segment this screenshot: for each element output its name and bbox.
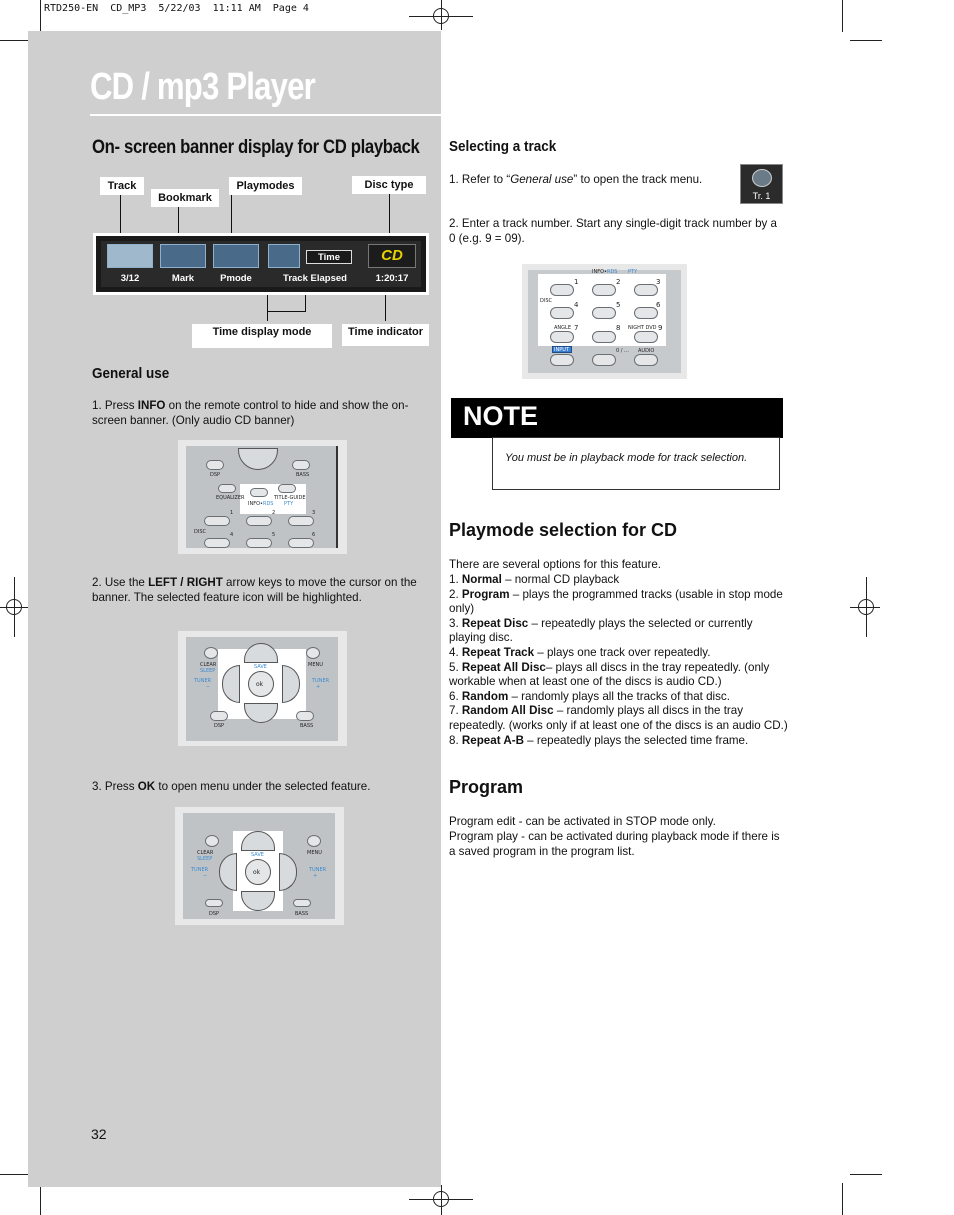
- note-heading-text: NOTE: [463, 401, 539, 431]
- playmode-item: [449, 646, 789, 661]
- crop-mark: [850, 1174, 882, 1175]
- banner-time-value: 1:20:17: [375, 273, 409, 284]
- note-heading: [451, 398, 783, 438]
- keypad-key-3: [634, 284, 658, 296]
- remote-label-tuner-right: TUNER: [309, 867, 327, 873]
- keypad-label-audio: AUDIO: [638, 348, 655, 354]
- remote-label-minus: −: [203, 873, 208, 879]
- item-key: Normal: [461, 573, 502, 586]
- item-text: – repeatedly plays the selected time frame.: [523, 733, 749, 747]
- info-text: INFO: [592, 269, 605, 275]
- crop-mark: [40, 0, 41, 32]
- remote-label-plus: +: [316, 684, 321, 690]
- item-num: 1.: [449, 573, 462, 586]
- keypad-label-angle: ANGLE: [554, 325, 571, 331]
- item-key: Random All Disc: [461, 704, 554, 718]
- remote-key-dsp: [206, 460, 224, 470]
- item-num: 6.: [449, 689, 462, 703]
- remote-label-sleep: SLEEP: [200, 668, 216, 674]
- playmode-item: [449, 690, 789, 705]
- step-text: 2. Use the: [92, 576, 149, 589]
- remote-label-save: SAVE: [254, 664, 267, 670]
- remote-label-title-guide: TITLE-GUIDE: [274, 495, 306, 501]
- remote-key-info: [250, 488, 268, 497]
- remote-label-plus: +: [313, 873, 318, 879]
- note-text: You must be in playback mode for track selection.: [505, 452, 748, 464]
- item-num: 5.: [449, 660, 462, 674]
- item-key: Program: [461, 587, 510, 601]
- step-text: arrow keys to move the cursor on the banner. The selected feature icon will be highlighted.: [92, 576, 417, 604]
- bookmark-icon: [160, 244, 206, 268]
- item-text: – plays all discs in the tray repeatedly. (only workable when at least one of the discs is audio CD.): [449, 660, 770, 689]
- item-text: – randomly plays all the tracks of that disc.: [508, 689, 730, 703]
- remote-label-ok: ok: [256, 681, 264, 688]
- step-text: 1. Refer to “: [449, 173, 511, 186]
- remote-label-clear: CLEAR: [197, 850, 214, 856]
- track-menu-icon: [740, 164, 783, 204]
- keypad-key-0: [592, 354, 616, 366]
- playmode-intro: There are several options for this feature.: [449, 558, 662, 571]
- remote-key-bass: [292, 460, 310, 470]
- keypad-label-8: 8: [616, 324, 621, 332]
- remote-label-bass: BASS: [295, 911, 309, 917]
- playmode-list: [449, 573, 789, 748]
- playmode-item: [449, 661, 789, 690]
- step-text: on the remote control to hide and show the on- screen banner. (Only audio CD banner): [92, 399, 409, 427]
- remote-key-5: [246, 538, 272, 548]
- banner-heading: On- screen banner display for CD playback: [92, 137, 420, 158]
- keypad-key-4: [550, 307, 574, 319]
- remote-key-4: [204, 538, 230, 548]
- playmode-item: [449, 573, 789, 588]
- keypad-label-2: 2: [616, 278, 621, 286]
- onscreen-banner: [93, 233, 429, 295]
- label-disc-type: Disc type: [352, 176, 426, 194]
- item-num: 8.: [449, 733, 462, 747]
- playmode-item: [449, 588, 789, 617]
- playmode-item: [449, 617, 789, 646]
- remote-label-5: 5: [272, 532, 276, 538]
- rds-text: RDS: [262, 501, 274, 507]
- keypad-label-input: INPUT: [554, 347, 569, 353]
- time-button-label: Time: [317, 252, 340, 263]
- keypad-key-7: [550, 331, 574, 343]
- page-title: CD / mp3 Player: [90, 66, 315, 108]
- page-number: 32: [91, 1126, 107, 1142]
- general-step-3: [92, 780, 430, 795]
- item-num: 2.: [449, 587, 462, 601]
- callout-line: [267, 295, 268, 321]
- keypad-label-4: 4: [574, 301, 579, 309]
- keypad-label-6: 6: [656, 301, 661, 309]
- label-track: Track: [100, 177, 144, 195]
- keypad-label-7: 7: [574, 324, 579, 332]
- callout-line: [267, 311, 306, 312]
- track-menu-icon-label: Tr. 1: [752, 191, 771, 201]
- item-num: 3.: [449, 616, 462, 630]
- remote-image-info: [178, 440, 347, 554]
- registration-mark: [850, 607, 880, 608]
- banner-pmode: Pmode: [220, 273, 252, 284]
- keypad-label-pty: PTY: [628, 269, 638, 275]
- step-key: OK: [137, 780, 156, 793]
- item-text: – repeatedly plays the selected or currently playing disc.: [449, 616, 753, 645]
- remote-label-4: 4: [230, 532, 234, 538]
- disc-icon: [752, 169, 772, 187]
- remote-image-ok: [175, 807, 344, 925]
- registration-mark: [14, 577, 15, 637]
- step-text: 1. Press: [92, 399, 138, 412]
- keypad-key-9: [634, 331, 658, 343]
- remote-label-ok: ok: [253, 869, 261, 876]
- playmode-item: [449, 734, 789, 749]
- remote-label-clear: CLEAR: [200, 662, 217, 668]
- callout-line: [385, 295, 386, 321]
- remote-label-sleep: SLEEP: [197, 856, 213, 862]
- program-line-2: Program play - can be activated during playback mode if there is a saved program in the program list.: [449, 830, 780, 858]
- remote-key-title-guide: [278, 484, 296, 493]
- item-text: – plays the programmed tracks (usable in stop mode only): [449, 587, 783, 616]
- remote-key-equalizer: [218, 484, 236, 493]
- item-key: Repeat Track: [461, 645, 535, 659]
- step-key: INFO: [137, 399, 166, 412]
- item-num: 7.: [449, 704, 462, 718]
- item-num: 4.: [449, 645, 462, 659]
- remote-label-6: 6: [312, 532, 316, 538]
- item-key: Repeat A-B: [461, 733, 524, 747]
- remote-label-tuner-right: TUNER: [312, 678, 330, 684]
- remote-label-dsp: DSP: [209, 911, 220, 917]
- item-text: – normal CD playback: [501, 573, 620, 586]
- callout-line: [305, 295, 306, 311]
- keypad-label-3: 3: [656, 278, 661, 286]
- left-panel: [28, 31, 441, 1187]
- label-playmodes: Playmodes: [229, 177, 302, 195]
- remote-key-bass: [293, 899, 311, 907]
- remote-label-equalizer: EQUALIZER: [216, 495, 245, 501]
- label-bookmark: Bookmark: [151, 189, 219, 207]
- keypad-key-1: [550, 284, 574, 296]
- remote-key-3: [288, 516, 314, 526]
- clock-icon: [268, 244, 300, 268]
- remote-key-clear: [205, 835, 219, 847]
- remote-label-minus: −: [206, 684, 211, 690]
- banner-track-elapsed: Track Elapsed: [283, 273, 347, 284]
- item-text: – plays one track over repeatedly.: [534, 645, 711, 659]
- keypad-label-1: 1: [574, 278, 579, 286]
- program-heading: Program: [449, 777, 524, 797]
- selecting-heading: Selecting a track: [449, 138, 557, 155]
- keypad-key-6: [634, 307, 658, 319]
- selecting-step-2: 2. Enter a track number. Start any single-digit track number by a 0 (e.g. 9 = 09).: [449, 217, 777, 245]
- general-step-1: [92, 399, 427, 428]
- remote-key-dsp: [205, 899, 223, 907]
- remote-label-menu: MENU: [307, 850, 322, 856]
- selecting-step-1: [449, 173, 724, 188]
- keypad-key-input-btn: [550, 354, 574, 366]
- registration-mark: [441, 0, 442, 30]
- rds-text: RDS: [606, 269, 618, 275]
- step-text: ” to open the track menu.: [573, 173, 703, 186]
- keypad-label-disc: DISC: [540, 298, 552, 304]
- remote-label-dsp: DSP: [214, 723, 225, 729]
- remote-key-dsp: [210, 711, 228, 721]
- banner-mark: Mark: [171, 273, 195, 284]
- step-key: LEFT / RIGHT: [148, 576, 223, 589]
- program-line-1: Program edit - can be activated in STOP mode only.: [449, 815, 716, 828]
- general-use-heading: General use: [92, 365, 170, 382]
- crop-mark: [40, 1183, 41, 1215]
- playmode-heading: Playmode selection for CD: [449, 520, 678, 540]
- remote-label-2: 2: [272, 510, 276, 516]
- item-key: Random: [461, 689, 509, 703]
- banner-track-value: 3/12: [120, 273, 140, 284]
- keypad-label-info: INFO•RDS: [592, 269, 618, 275]
- remote-label-dsp: DSP: [210, 472, 221, 478]
- remote-label-info: INFO•RDS: [248, 501, 274, 507]
- crop-mark: [850, 40, 882, 41]
- keypad-key-audio: [634, 354, 658, 366]
- remote-key-2: [246, 516, 272, 526]
- crop-mark: [842, 0, 843, 32]
- print-header: RTD250-EN CD_MP3 5/22/03 11:11 AM Page 4: [44, 3, 309, 14]
- time-button: [306, 250, 352, 264]
- remote-key-clear: [204, 647, 218, 659]
- info-text: INFO: [248, 501, 261, 507]
- cd-logo: [368, 244, 416, 268]
- keypad-label-5: 5: [616, 301, 621, 309]
- remote-label-menu: MENU: [308, 662, 323, 668]
- keypad-image: [522, 264, 687, 379]
- keypad-key-8: [592, 331, 616, 343]
- item-key: Repeat All Disc: [461, 660, 546, 674]
- label-time-indicator: Time indicator: [342, 324, 429, 346]
- keypad-label-9: 9: [658, 324, 663, 332]
- remote-key-bass: [296, 711, 314, 721]
- cd-logo-text: CD: [381, 247, 403, 264]
- item-key: Repeat Disc: [461, 616, 529, 630]
- playmode-item: [449, 704, 789, 733]
- item-text: – randomly plays all discs in the tray repeatedly. (works only if at least one of the discs is an audio CD.): [449, 704, 788, 732]
- note-box: [492, 437, 780, 490]
- remote-label-pty: PTY: [284, 501, 294, 507]
- remote-label-1: 1: [230, 510, 234, 516]
- keypad-key-2: [592, 284, 616, 296]
- remote-label-disc: DISC: [194, 529, 206, 535]
- remote-label-bass: BASS: [296, 472, 310, 478]
- remote-edge: [336, 446, 338, 548]
- keypad-label-night-dvd: NIGHT DVD: [628, 325, 657, 331]
- remote-label-tuner-left: TUNER: [194, 678, 212, 684]
- playmode-icon: [213, 244, 259, 268]
- keypad-label-zero: 0 / ...: [616, 348, 629, 354]
- title-rule: [90, 114, 441, 116]
- track-icon: [107, 244, 153, 268]
- general-step-2: [92, 576, 430, 605]
- label-time-display-mode: Time display mode: [192, 324, 332, 348]
- remote-label-3: 3: [312, 510, 316, 516]
- registration-mark: [866, 577, 867, 637]
- remote-key-menu: [306, 647, 320, 659]
- step-em: General use: [510, 173, 574, 186]
- remote-key-menu: [307, 835, 321, 847]
- remote-key-6: [288, 538, 314, 548]
- remote-label-save: SAVE: [251, 852, 264, 858]
- remote-key-1: [204, 516, 230, 526]
- remote-label-tuner-left: TUNER: [191, 867, 209, 873]
- crop-mark: [842, 1183, 843, 1215]
- registration-mark: [0, 607, 30, 608]
- keypad-key-5: [592, 307, 616, 319]
- step-text: to open menu under the selected feature.: [155, 780, 371, 793]
- remote-image-arrows: [178, 631, 347, 746]
- step-text: 3. Press: [92, 780, 138, 793]
- registration-mark: [441, 1185, 442, 1215]
- remote-label-bass: BASS: [300, 723, 314, 729]
